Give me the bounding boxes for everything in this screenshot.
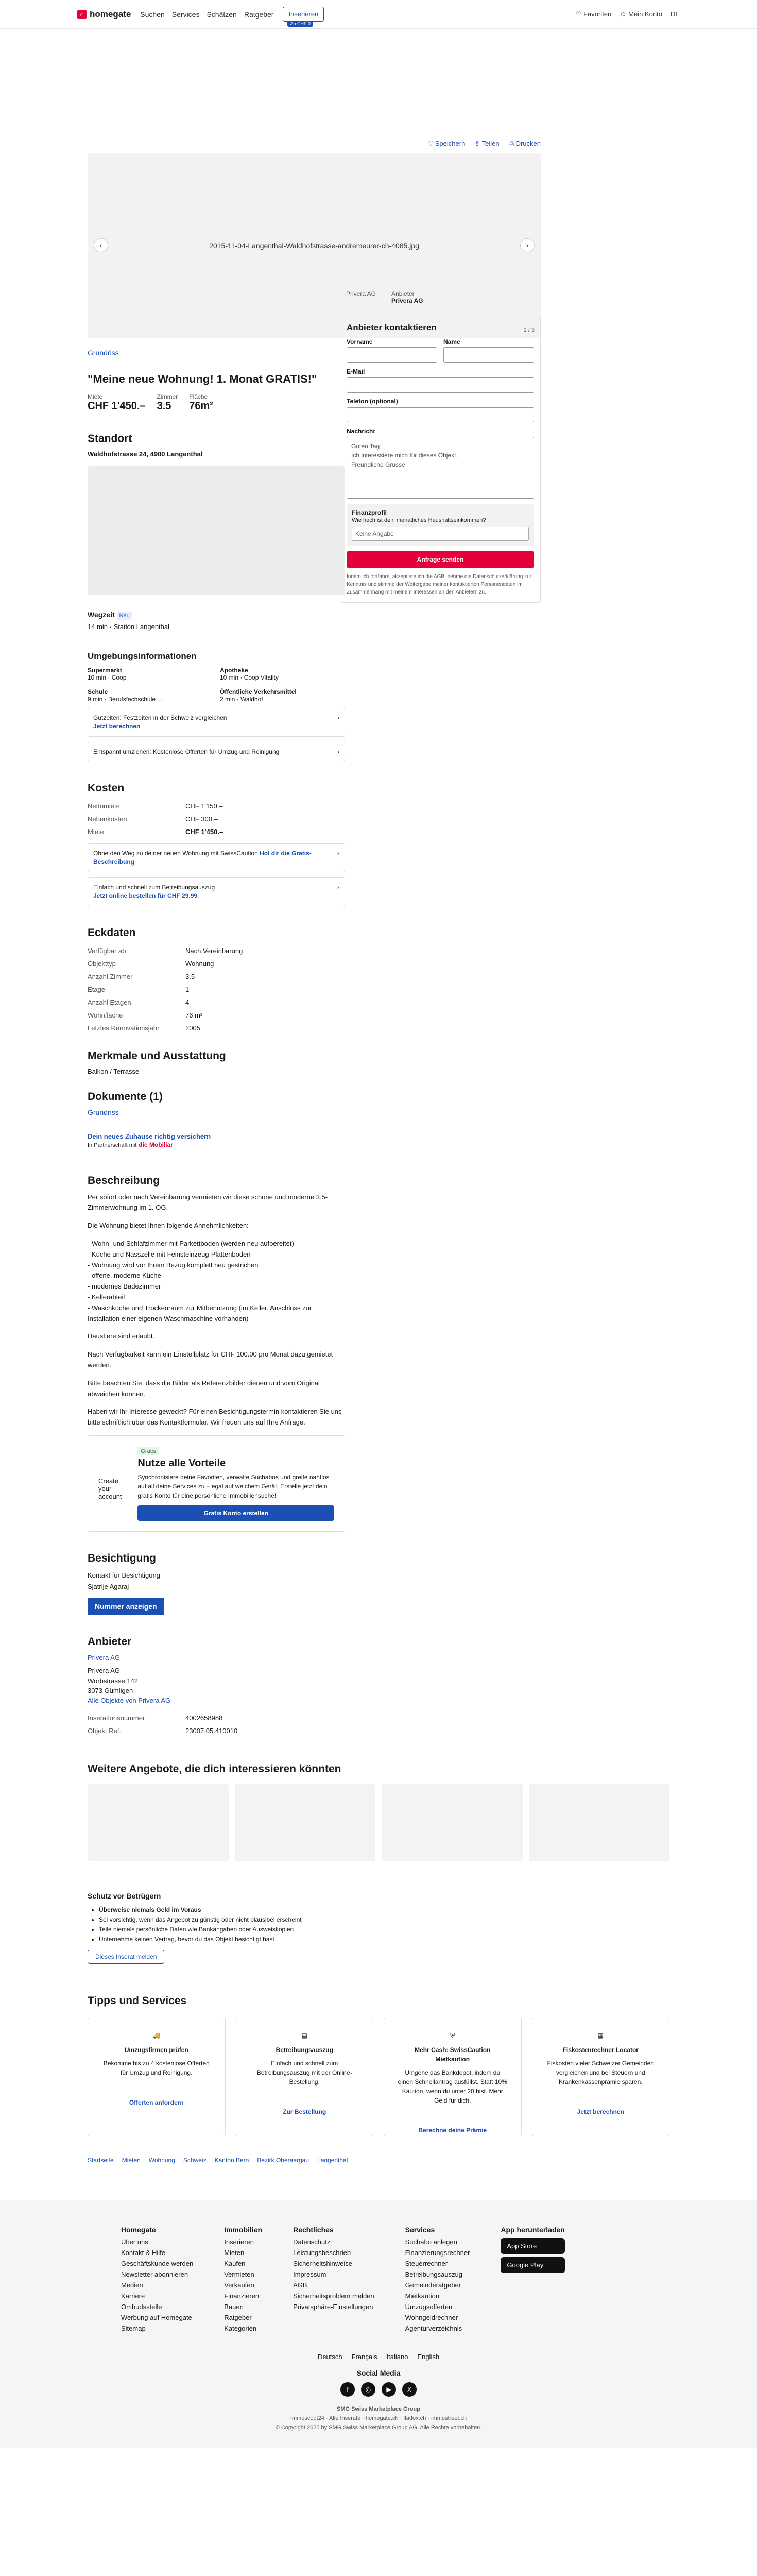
kpi-rent: Miete CHF 1'450.–: [88, 393, 146, 412]
gallery-caption: 2015-11-04-Langenthal-Waldhofstrasse-andremeurer-ch-4085.jpg: [209, 242, 419, 250]
language-switcher[interactable]: DE: [670, 10, 680, 18]
homegate-logo[interactable]: ⌂ homegate: [77, 9, 131, 20]
map-icon: ▦: [597, 2032, 604, 2040]
gallery-counter: 1 / 3: [523, 327, 535, 333]
create-account-button[interactable]: Gratis Konto erstellen: [137, 1505, 334, 1521]
header: [0, 0, 757, 29]
contact-sidebar: [340, 284, 541, 603]
document-icon: ▤: [301, 2032, 307, 2040]
surroundings-grid: Supermarkt 10 min · Coop Apotheke 10 min · Coop Vitality Schule 9 min · Berufsfachschule ... Öffentliche Verkehrsmittel 2 min · Waldhof: [88, 667, 297, 703]
feature-item: Balkon / Terrasse: [88, 1067, 140, 1075]
nav-item-services[interactable]: Services: [171, 10, 200, 19]
phone-field[interactable]: [347, 407, 534, 422]
tip-card: ▤ Betreibungsauszug Einfach und schnell zum Betreibungsauszug mit der Online-Bestellung. Zur Bestellung: [236, 2018, 374, 2136]
provider-logo: Privera AG: [346, 290, 376, 297]
message-field[interactable]: Guten Tag Ich interessiere mich für dieses Objekt. Freundliche Grüsse: [347, 437, 534, 499]
cost-row: Nebenkosten CHF 300.–: [88, 815, 218, 823]
user-icon: ☺: [620, 10, 629, 18]
printer-icon: ⎙: [508, 140, 516, 147]
listing-content: ♡ Speichern ⇪ Teilen ⎙ Drucken ‹ 2015-11-04-Langenthal-Waldhofstrasse-andremeurer-ch-4085.jpg › 1 / 3 Privera AG Anbieter Privera AG Anbieter kontaktieren Vorname Name E-Mail Telefon (optional) Nachricht Guten Tag Ich interessiere mich für dieses Objekt. Freundliche Grüsse Finanzprofil Wie hoch ist dein monatliches Haushaltseinkommen? Keine Angabe Anfrage senden Indem ich fortfahre, akzeptiere ich die AGB, nehme die Datenschutzerklärung zur Kenntnis und stimme der Weitergabe meiner kontaktierten Personendaten im Zusammenhang mit meinem Interessen an den Anbietern zu. Grundriss "Meine neue Wohnung! 1. Monat GRATIS!" Miete CHF 1'450.– Zimmer 3.5 Fläche 76m² Standort Waldhofstrasse 24, 4900 Langenthal Wegzeit Neu 14 min · Station Langenthal Umgebungsinformationen Supermarkt 10 min · Coop Apotheke 10 min · Coop Vitality Schule 9 min · Berufsfachschule ... Öffentliche Verkehrsmittel 2 min · Waldhof Gutzeiten: Festzeiten in der Schweiz vergleichen Jetzt berechnen › Entspannt umziehen: Kostenlose Offerten für Umzug und Reinigung › Kosten Nettomiete CHF 1'150.– Nebenkosten CHF 300.– Miete CHF 1'450.– Ohne den Weg zu deiner neuen Wohnung mit SwissCaution Hol dir die Gratis-Beschreibung › Einfach und schnell zum Betreibungsauszug Jetzt online bestellen für CHF 29.99 › Eckdaten Verfügbar ab Nach Vereinbarung Objekttyp Wohnung Anzahl Zimmer 3.5 Etage 1 Anzahl Etagen 4 Wohnfläche 76 m² Letztes Renovationsjahr 2005 Merkmale und Ausstattung Balkon / Terrasse Dokumente (1) Grundriss Dein neues Zuhause richtig versichern In Partnerschaft mit die Mobiliar Beschreibung Per sofort oder nach Vereinbarung vermieten wir diese schöne und moderne 3.5-Zimmerwohnung im 1. OG. Die Wohnung bietet Ihnen folgende Annehmlichkeiten: - Wohn- und Schlafzimmer mit Parkettboden (werden neu aufbereitet) - Küche und Nasszelle mit Feinsteinzeug-Plattenboden - Wohnung wird vor Ihrem Bezug komplett neu gestrichen - offene, moderne Küche - modernes Badezimmer - Kellerabteil - Waschküche und Trockenraum zur Mitbenutzung (im Keller. Anschluss zur Installation einer eigenen Waschmaschine vorhanden) Haustiere sind erlaubt. Nach Verfügbarkeit kann ein Einstellplatz für CHF 100.00 pro Monat dazu gemietet werden. Bitte beachten Sie, dass die Bilder als Referenzbilder dienen und vom Original abweichen können. Haben wir Ihr Interesse geweckt? Für einen Besichtigungstermin kontaktieren Sie uns bitte schriftlich über das Kontaktformular. Wir freuen uns auf Ihre Anfrage. Create your account Gratis Nutze alle Vorteile Synchronisiere deine Favoriten, verwalte Suchabos und greife nahtlos auf all deine Services zu – egal auf welchem Gerät. Erstelle jetzt dein gratis Konto für eine persönliche Immobiliensuche! Gratis Konto erstellen Besichtigung Kontakt für Besichtigung Sjatrije Agaraj Nummer anzeigen Anbieter Privera AG Privera AG Worbstrasse 142 3073 Gümligen Alle Objekte von Privera AG Inserationsnummer 4002658988 Objekt Ref. 23007.05.410010 Weitere Angebote, die dich interessieren könnten Schutz vor Betrügern • Überweise niemals Geld im Voraus • Sei vorsichtig, wenn das Angebot zu günstig oder nicht plausibel erscheint • Teile niemals persönliche Daten wie Bankangaben oder Ausweiskopien • Unternehme keinen Vertrag, bevor du das Objekt besichtigt hast Dieses Inserat melden Tipps und Services 🚚 Umzugsfirmen prüfen Bekomme bis zu 4 kostenlose Offerten für Umzug und Reinigung. Offerten anfordern ▤ Betreibungsauszug Einfach und schnell zum Betreibungsauszug mit der Online-Bestellung. Zur Bestellung ⛨ Mehr Cash: SwissCaution Mietkaution Umgehe das Bankdepot, indem du einen Schnellantrag ausfüllst. Statt 10% Kaution, wenn du unter 20 bist. Mehr Geld für dich. Berechne deine Prämie ▦ Fiskostenrechner Locator Fiskosten vieler Schweizer Gemeinden vergleichen und bei Steuern und Krankenkassenprämie sparen. Jetzt berechnen Startseite Mieten Wohnung Schweiz Kanton Bern Bezirk Oberaargau Langenthal: [88, 29, 669, 2164]
chevron-left-icon[interactable]: ‹: [94, 238, 108, 252]
breadcrumb: Startseite Mieten Wohnung Schweiz Kanton Bern Bezirk Oberaargau Langenthal: [88, 2157, 348, 2164]
google-play-button[interactable]: Google Play: [501, 2257, 564, 2273]
print-button[interactable]: ⎙ Drucken: [508, 140, 541, 147]
fraud-warning: Schutz vor Betrügern • Überweise niemals Geld im Voraus • Sei vorsichtig, wenn das Angebot zu günstig oder nicht plausibel erscheint • Teile niemals persönliche Daten wie Bankangaben oder Ausweiskopien • Unternehme keinen Vertrag, bevor du das Objekt besichtigt hast Dieses Inserat melden: [88, 1892, 669, 1964]
map[interactable]: [88, 466, 345, 595]
logo-icon: ⌂: [77, 10, 87, 19]
extract-callout[interactable]: Einfach und schnell zum Betreibungsauszug Jetzt online bestellen für CHF 29.99 ›: [88, 877, 345, 906]
facebook-icon[interactable]: f: [340, 2382, 355, 2397]
compare-callout[interactable]: Gutzeiten: Festzeiten in der Schweiz vergleichen Jetzt berechnen ›: [88, 708, 345, 737]
chevron-right-icon[interactable]: ›: [520, 238, 535, 252]
save-button[interactable]: ♡ Speichern: [427, 140, 466, 147]
instagram-icon[interactable]: ◎: [361, 2382, 375, 2397]
account-link[interactable]: ☺ Mein Konto: [620, 10, 662, 18]
share-icon: ⇪: [474, 140, 482, 147]
send-request-button[interactable]: Anfrage senden: [347, 551, 534, 568]
recommendations: [88, 1784, 669, 1861]
recommendation-card[interactable]: [529, 1784, 670, 1861]
report-listing-button[interactable]: Dieses Inserat melden: [88, 1950, 164, 1964]
nav-item-ratgeber[interactable]: Ratgeber: [244, 10, 274, 19]
heart-icon: ♡: [575, 10, 584, 18]
account-promo: Create your account Gratis Nutze alle Vorteile Synchronisiere deine Favoriten, verwalte Suchabos und greife nahtlos auf all deine Services zu – egal auf welchem Gerät. Erstelle jetzt dein gratis Konto für eine persönliche Immobiliensuche! Gratis Konto erstellen: [88, 1435, 345, 1532]
cost-row: Nettomiete CHF 1'150.–: [88, 802, 223, 810]
chevron-right-icon: ›: [337, 714, 339, 721]
location-heading: Standort: [88, 433, 132, 445]
contact-form: Anbieter kontaktieren Vorname Name E-Mail Telefon (optional) Nachricht Guten Tag Ich interessiere mich für dieses Objekt. Freundliche Grüsse Finanzprofil Wie hoch ist dein monatliches Haushaltseinkommen? Keine Angabe Anfrage senden Indem ich fortfahre, akzeptiere ich die AGB, nehme die Datenschutzerklärung zur Kenntnis und stimme der Weitergabe meiner kontaktierten Personendaten im Zusammenhang mit meinem Interessen an den Anbietern zu.: [340, 316, 541, 603]
share-button[interactable]: ⇪ Teilen: [474, 140, 500, 147]
show-number-button[interactable]: Nummer anzeigen: [88, 1598, 164, 1615]
contact-title: Anbieter kontaktieren: [347, 323, 437, 332]
recommendation-card[interactable]: [88, 1784, 229, 1861]
all-objects-link[interactable]: Alle Objekte von Privera AG: [88, 1696, 171, 1704]
price-badge: Ab CHF 0: [287, 21, 313, 27]
first-name-field[interactable]: [347, 347, 437, 363]
address: Waldhofstrasse 24, 4900 Langenthal: [88, 450, 203, 458]
inserieren-button[interactable]: Inserieren Ab CHF 0: [283, 7, 324, 22]
x-icon[interactable]: X: [402, 2382, 417, 2397]
cost-row: Miete CHF 1'450.–: [88, 828, 223, 836]
kpi-rooms: Zimmer 3.5: [157, 393, 178, 412]
heart-icon: ♡: [427, 140, 435, 147]
language-list: Deutsch Français Italiano English: [317, 2353, 440, 2361]
floorplan-link[interactable]: Grundriss: [88, 349, 119, 357]
main-column: Grundriss "Meine neue Wohnung! 1. Monat GRATIS!" Miete CHF 1'450.– Zimmer 3.5 Fläche 76m² Standort Waldhofstrasse 24, 4900 Langenthal Wegzeit Neu 14 min · Station Langenthal Umgebungsinformationen Supermarkt 10 min · Coop Apotheke 10 min · Coop Vitality Schule 9 min · Berufsfachschule ... Öffentliche Verkehrsmittel 2 min · Waldhof Gutzeiten: Festzeiten in der Schweiz vergleichen Jetzt berechnen › Entspannt umziehen: Kostenlose Offerten für Umzug und Reinigung › Kosten Nettomiete CHF 1'150.– Nebenkosten CHF 300.– Miete CHF 1'450.– Ohne den Weg zu deiner neuen Wohnung mit SwissCaution Hol dir die Gratis-Beschreibung › Einfach und schnell zum Betreibungsauszug Jetzt online bestellen für CHF 29.99 › Eckdaten Verfügbar ab Nach Vereinbarung Objekttyp Wohnung Anzahl Zimmer 3.5 Etage 1 Anzahl Etagen 4 Wohnfläche 76 m² Letztes Renovationsjahr 2005 Merkmale und Ausstattung Balkon / Terrasse Dokumente (1) Grundriss Dein neues Zuhause richtig versichern In Partnerschaft mit die Mobiliar Beschreibung Per sofort oder nach Vereinbarung vermieten wir diese schöne und moderne 3.5-Zimmerwohnung im 1. OG. Die Wohnung bietet Ihnen folgende Annehmlichkeiten: - Wohn- und Schlafzimmer mit Parkettboden (werden neu aufbereitet) - Küche und Nasszelle mit Feinsteinzeug-Plattenboden - Wohnung wird vor Ihrem Bezug komplett neu gestrichen - offene, moderne Küche - modernes Badezimmer - Kellerabteil - Waschküche und Trockenraum zur Mitbenutzung (im Keller. Anschluss zur Installation einer eigenen Waschmaschine vorhanden) Haustiere sind erlaubt. Nach Verfügbarkeit kann ein Einstellplatz für CHF 100.00 pro Monat dazu gemietet werden. Bitte beachten Sie, dass die Bilder als Referenzbilder dienen und vom Original abweichen können. Haben wir Ihr Interesse geweckt? Für einen Besichtigungstermin kontaktieren Sie uns bitte schriftlich über das Kontaktformular. Wir freuen uns auf Ihre Anfrage. Create your account Gratis Nutze alle Vorteile Synchronisiere deine Favoriten, verwalte Suchabos und greife nahtlos auf all deine Services zu – egal auf welchem Gerät. Erstelle jetzt dein gratis Konto für eine persönliche Immobiliensuche! Gratis Konto erstellen Besichtigung Kontakt für Besichtigung Sjatrije Agaraj Nummer anzeigen Anbieter Privera AG Privera AG Worbstrasse 142 3073 Gümligen Alle Objekte von Privera AG Inserationsnummer 4002658988 Objekt Ref. 23007.05.410010: [88, 349, 345, 1737]
favorites-link[interactable]: ♡ Favoriten: [575, 10, 612, 18]
commute-row: 14 min · Station Langenthal: [88, 623, 170, 631]
footer: Homegate Über uns Kontakt & Hilfe Geschäftskunde werden Newsletter abonnieren Medien Karriere Ombudsstelle Werbung auf Homegate Sitemap Immobilien Inserieren Mieten Kaufen Vermieten Verkaufen Finanzieren Bauen Ratgeber Kategorien Rechtliches Datenschutz Leistungsbeschrieb Sicherheitshinweise Impressum AGB Sicherheitsproblem melden Privatsphäre-Einstellungen Services Suchabo anlegen Finanzierungsrechner Steuerrechner Betreibungsauszug Gemeinderatgeber Mietkaution Umzugsofferten Wohngeldrechner Agenturverzeichnis App herunterladen App Store Google Play Deutsch Français Italiano English Social Media f ◎ ▶ X SMG Swiss Marketplace Group Immoscout24 · Alle Inserate · homegate.ch · flatfox.ch · immostreet.ch © Copyright 2025 by SMG Swiss Marketplace Group AG. Alle Rechte vorbehalten.: [0, 2200, 757, 2448]
app-store-button[interactable]: App Store: [501, 2238, 564, 2254]
kpi-area: Fläche 76m²: [189, 393, 213, 412]
recommendation-card[interactable]: [235, 1784, 376, 1861]
provider-link[interactable]: Privera AG: [88, 1654, 120, 1662]
insurance-teaser[interactable]: Dein neues Zuhause richtig versichern In Partnerschaft mit die Mobiliar: [88, 1132, 345, 1154]
income-select[interactable]: Keine Angabe: [352, 527, 529, 541]
tip-card: 🚚 Umzugsfirmen prüfen Bekomme bis zu 4 kostenlose Offerten für Umzug und Reinigung. Offerten anfordern: [88, 2018, 226, 2136]
email-field[interactable]: [347, 377, 534, 393]
swisscaution-callout[interactable]: Ohne den Weg zu deiner neuen Wohnung mit SwissCaution Hol dir die Gratis-Beschreibung ›: [88, 843, 345, 872]
legal-note: Indem ich fortfahre, akzeptiere ich die AGB, nehme die Datenschutzerklärung zur Kenntnis und stimme der Weitergabe meiner kontaktierten Personendaten im Zusammenhang mit meinem Interessen an den Anbietern zu.: [347, 574, 532, 595]
nav-item-suchen[interactable]: Suchen: [140, 10, 165, 19]
youtube-icon[interactable]: ▶: [382, 2382, 396, 2397]
finance-profile: Finanzprofil Wie hoch ist dein monatliches Haushaltseinkommen? Keine Angabe: [347, 504, 534, 546]
listing-title: "Meine neue Wohnung! 1. Monat GRATIS!": [88, 372, 317, 385]
moving-callout[interactable]: Entspannt umziehen: Kostenlose Offerten für Umzug und Reinigung ›: [88, 742, 345, 762]
recommendation-card[interactable]: [382, 1784, 523, 1861]
last-name-field[interactable]: [443, 347, 534, 363]
tip-card: ⛨ Mehr Cash: SwissCaution Mietkaution Umgehe das Bankdepot, indem du einen Schnellantrag ausfüllst. Statt 10% Kaution, wenn du unter 20 bist. Mehr Geld für dich. Berechne deine Prämie: [384, 2018, 522, 2136]
truck-icon: 🚚: [152, 2032, 161, 2040]
document-link[interactable]: Grundriss: [88, 1108, 119, 1116]
shield-icon: ⛨: [450, 2032, 455, 2040]
chevron-right-icon: ›: [337, 748, 339, 755]
provider-box: Privera AG Anbieter Privera AG: [346, 290, 423, 304]
nav-item-schaetzen[interactable]: Schätzen: [207, 10, 237, 19]
main-nav: [140, 10, 273, 19]
tip-card: ▦ Fiskostenrechner Locator Fiskosten vieler Schweizer Gemeinden vergleichen und bei Steuern und Krankenkassenprämie sparen. Jetzt berechnen: [532, 2018, 670, 2136]
